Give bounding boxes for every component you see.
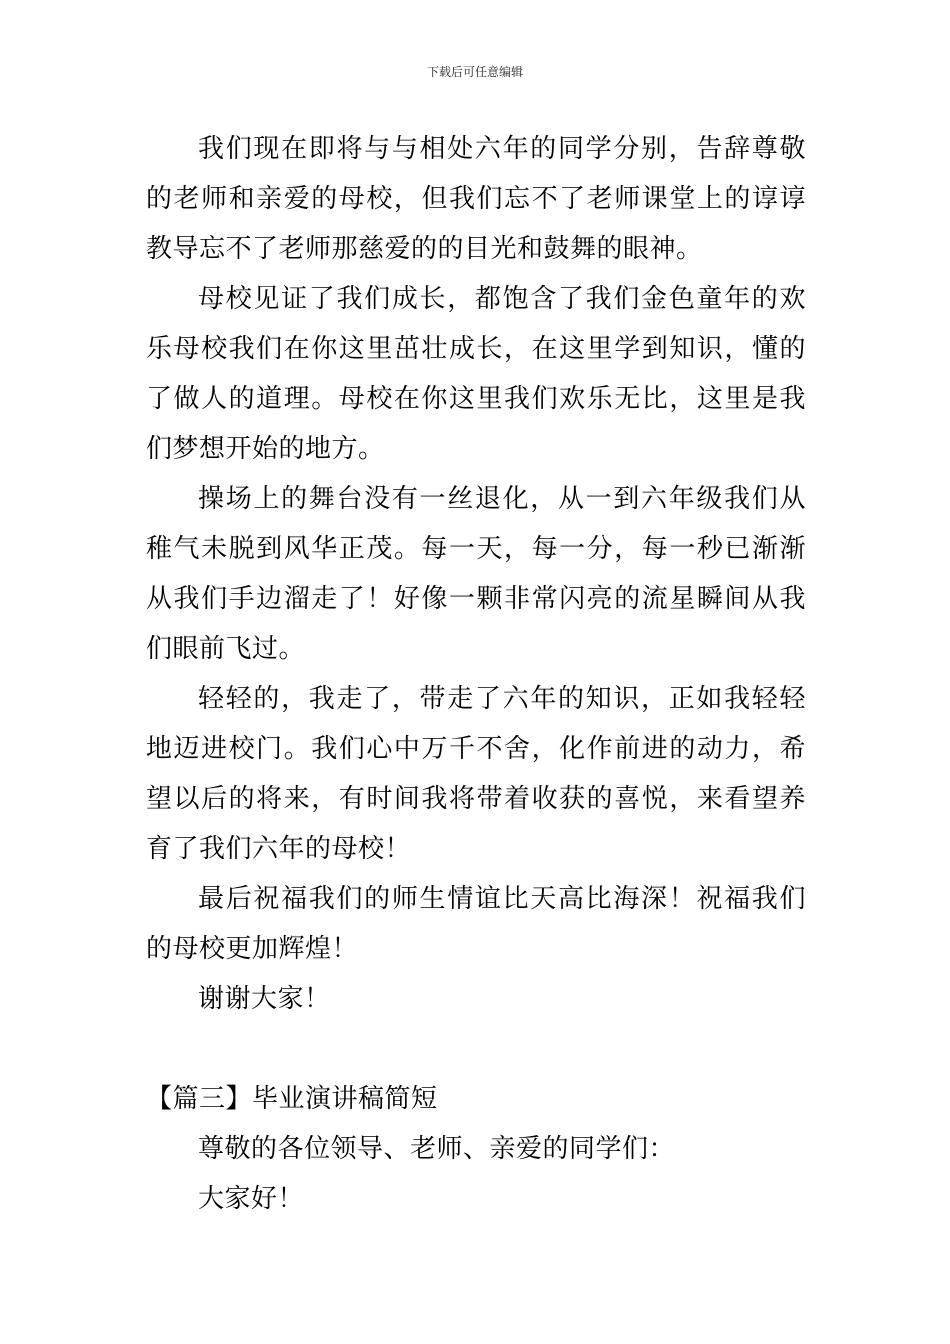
paragraph-1: 我们现在即将与与相处六年的同学分别，告辞尊敬的老师和亲爱的母校，但我们忘不了老师课堂上的谆谆教导忘不了老师那慈爱的的目光和鼓舞的眼神。 [146, 134, 806, 264]
document-body [146, 124, 806, 1224]
paragraph-2: 母校见证了我们成长，都饱含了我们金色童年的欢乐母校我们在你这里茁壮成长，在这里学到知识，懂的了做人的道理。母校在你这里我们欢乐无比，这里是我们梦想开始的地方。 [146, 284, 806, 464]
page-header-note: 下载后可任意编辑 [426, 65, 523, 79]
paragraph-6: 谢谢大家！ [198, 984, 331, 1014]
section-heading: 【篇三】毕业演讲稿简短 [146, 1084, 438, 1114]
paragraph-4: 轻轻的，我走了，带走了六年的知识，正如我轻轻地迈进校门。我们心中万千不舍，化作前进的动力，希望以后的将来，有时间我将带着收获的喜悦，来看望养育了我们六年的母校！ [146, 684, 806, 864]
section-salutation: 大家好！ [198, 1184, 305, 1214]
paragraph-5: 最后祝福我们的师生情谊比天高比海深！祝福我们的母校更加辉煌！ [146, 884, 806, 964]
paragraph-3: 操场上的舞台没有一丝退化，从一到六年级我们从稚气未脱到风华正茂。每一天，每一分，每一秒已渐渐从我们手边溜走了！好像一颗非常闪亮的流星瞬间从我们眼前飞过。 [146, 484, 806, 664]
section-greeting: 尊敬的各位领导、老师、亲爱的同学们： [198, 1134, 676, 1164]
